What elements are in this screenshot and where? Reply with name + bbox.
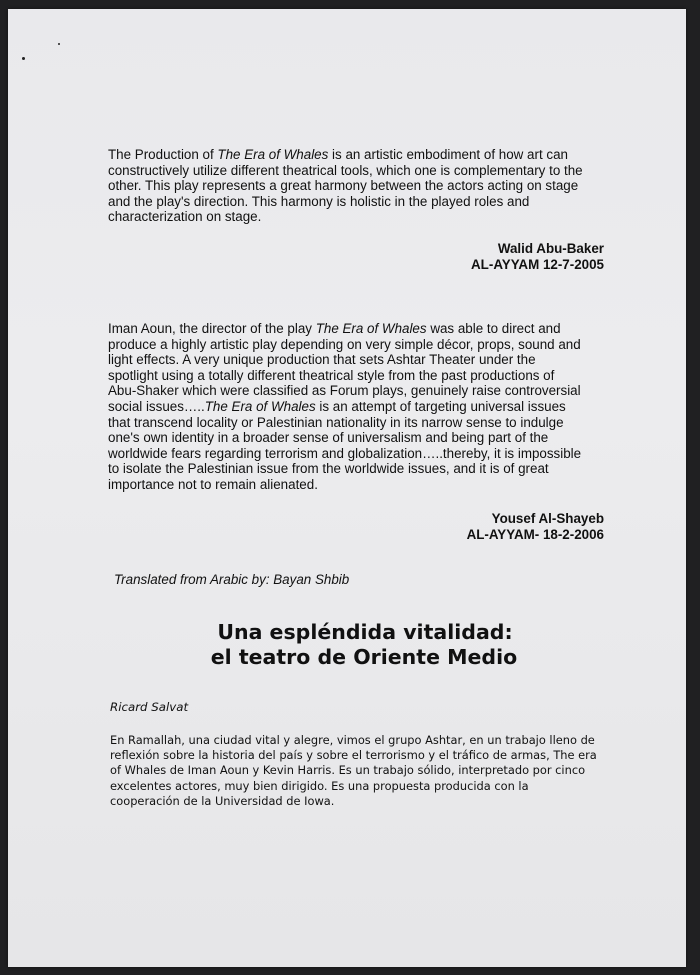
review-source: AL-AYYAM 12-7-2005 xyxy=(471,257,604,272)
review-source: AL-AYYAM- 18-2-2006 xyxy=(466,527,604,542)
spanish-review-body xyxy=(110,733,597,809)
body-line: reflexión sobre la historia del país y sobre el terrorismo y el tráfico de armas, The era xyxy=(110,748,597,763)
quote-line: The Production of The Era of Whales is an artistic embodiment of how art can xyxy=(108,147,568,162)
quote-line: spotlight using a totally different theatrical style from the past productions of xyxy=(108,367,555,383)
review-1-attribution xyxy=(471,241,604,273)
quote-line: produce a highly artistic play depending on very simple décor, props, sound and xyxy=(108,336,581,352)
quote-line: other. This play represents a great harmony between the actors acting on stage xyxy=(108,178,579,194)
translation-credit: Translated from Arabic by: Bayan Shbib xyxy=(114,572,350,587)
quote-line: to isolate the Palestinian issue from the worldwide issues, and it is of great xyxy=(108,461,549,477)
body-line: cooperación de la Universidad de Iowa. xyxy=(110,793,335,808)
quote-line: Abu-Shaker which were classified as Forum plays, genuinely raise controversial xyxy=(108,383,581,399)
quote-line: social issues…..The Era of Whales is an attempt of targeting universal issues xyxy=(108,398,566,414)
paper-speck xyxy=(22,57,25,60)
quote-line: importance not to remain alienated. xyxy=(108,476,318,492)
quote-line: one's own identity in a broader sense of universalism and being part of the xyxy=(108,430,549,446)
review-author: Walid Abu-Baker xyxy=(497,241,604,256)
review-quote-2 xyxy=(108,321,613,493)
quote-line: constructively utilize different theatrical tools, which one is complementary to the xyxy=(108,162,583,178)
body-line: excelentes actores, muy bien dirigido. Es una propuesta producida con la xyxy=(110,778,529,793)
body-line: of Whales de Iman Aoun y Kevin Harris. Es un trabajo sólido, interpretado por cinco xyxy=(110,763,586,778)
spanish-review-author: Ricard Salvat xyxy=(110,700,189,714)
body-line: En Ramallah, una ciudad vital y alegre, vimos el grupo Ashtar, en un trabajo lleno de xyxy=(110,733,595,747)
quote-line: that transcend locality or Palestinian nationality in its narrow sense to indulge xyxy=(108,414,564,430)
title-line: el teatro de Oriente Medio xyxy=(210,645,518,669)
paper-sheet xyxy=(8,9,686,967)
spanish-review-title xyxy=(8,620,700,670)
quote-line: worldwide fears regarding terrorism and globalization…..thereby, it is impossible xyxy=(108,445,582,461)
quote-line: and the play's direction. This harmony is holistic in the played roles and xyxy=(108,193,530,209)
paper-speck xyxy=(58,43,60,45)
quote-line: characterization on stage. xyxy=(108,209,262,225)
review-quote-1 xyxy=(108,147,613,225)
review-author: Yousef Al-Shayeb xyxy=(491,511,604,526)
title-line: Una espléndida vitalidad: xyxy=(217,620,513,644)
quote-line: Iman Aoun, the director of the play The Era of Whales was able to direct and xyxy=(108,321,561,336)
review-2-attribution xyxy=(467,511,604,543)
quote-line: light effects. A very unique production that sets Ashtar Theater under the xyxy=(108,352,536,368)
